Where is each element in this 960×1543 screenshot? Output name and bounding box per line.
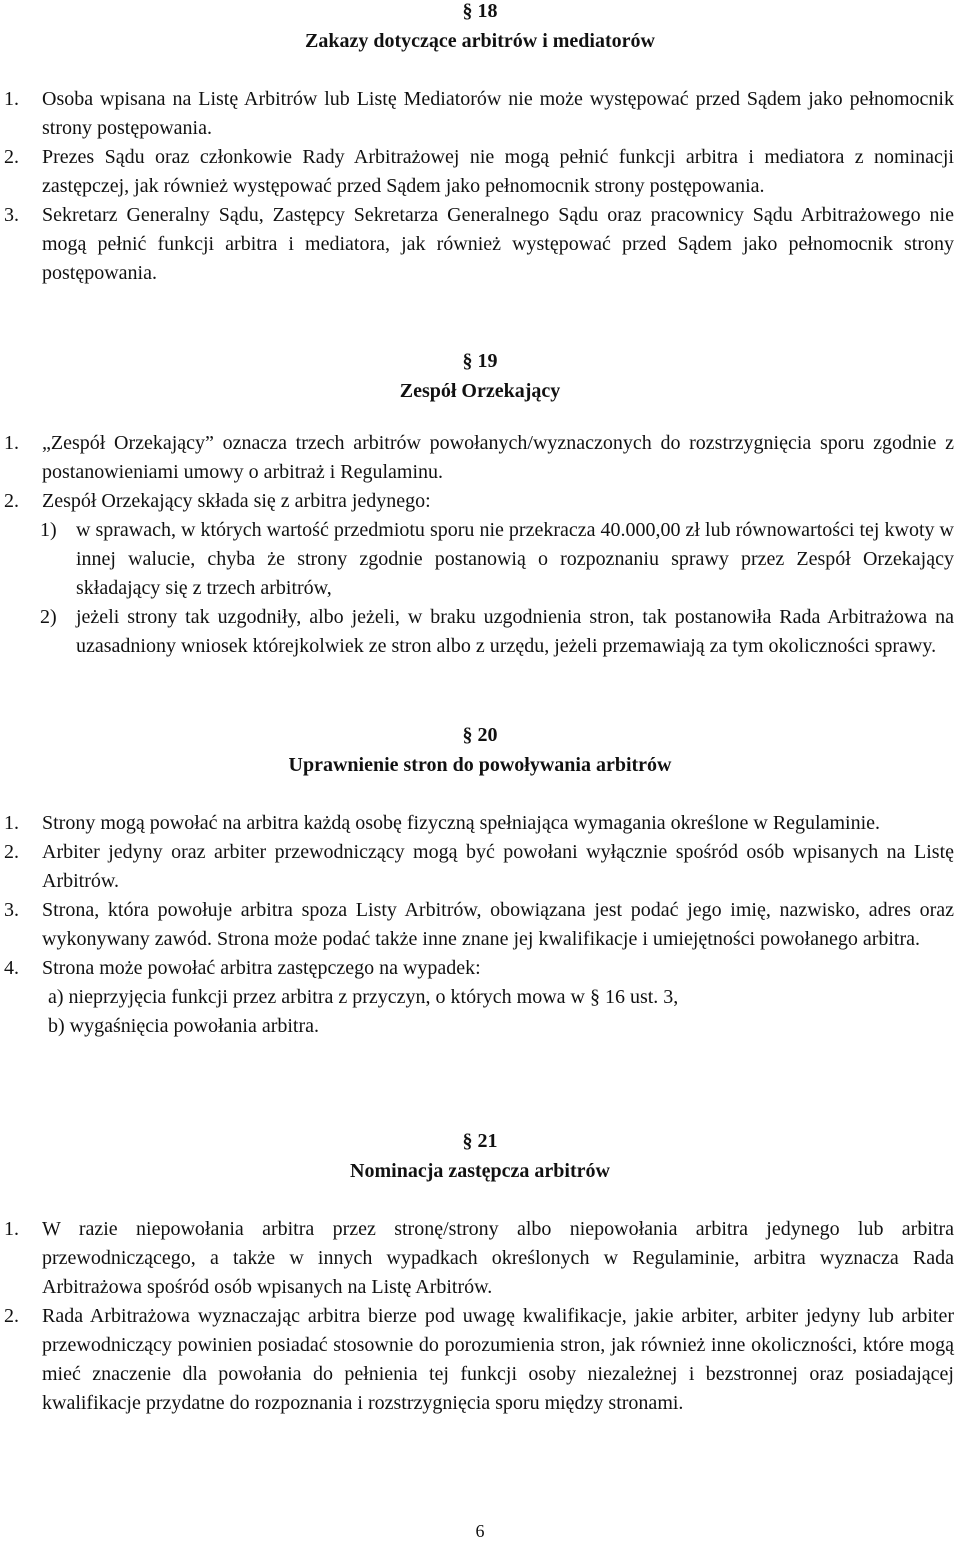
section-19-heading	[0, 347, 960, 406]
list-item: 3. Strona, która powołuje arbitra spoza Listy Arbitrów, obowiązana jest podać jego imię, nazwisko, adres oraz wykonywany zawód. Strona może podać także inne znane jej kwalifikacje i umiejętności powołanego arbitra.	[4, 899, 954, 950]
list-item: 2. Zespół Orzekający składa się z arbitra jedynego:	[4, 490, 431, 512]
list-item: 3. Sekretarz Generalny Sądu, Zastępcy Sekretarza Generalnego Sądu oraz pracownicy Sądu Arbitrażowego nie mogą pełnić funkcji arbitra i mediatora, jak również występować przed Sądem jako pełnomocnik strony postępowania.	[4, 204, 954, 284]
letter-item: a) nieprzyjęcia funkcji przez arbitra z przyczyn, o których mowa w § 16 ust. 3,	[48, 986, 679, 1008]
section-title: Zespół Orzekający	[399, 380, 561, 402]
list-item: 4. Strona może powołać arbitra zastępczego na wypadek:	[4, 957, 481, 979]
section-title: Zakazy dotyczące arbitrów i mediatorów	[305, 30, 655, 52]
section-number: § 20	[462, 724, 498, 746]
list-item: 2. Arbiter jedyny oraz arbiter przewodniczący mogą być powołani wyłącznie spośród osób wpisanych na Listę Arbitrów.	[4, 841, 954, 892]
section-title: Nominacja zastępcza arbitrów	[350, 1160, 610, 1182]
section-18-list	[4, 85, 954, 288]
list-item: 1. W razie niepowołania arbitra przez stronę/strony albo niepowołania arbitra jedynego lub arbitra przewodniczącego, a także w innych wypadkach określonych w Regulaminie, arbitra wyznacza Rada Arbitrażowa spośród osób wpisanych na Listę Arbitrów.	[4, 1218, 954, 1298]
section-number: § 21	[462, 1130, 498, 1152]
list-item: 1. Osoba wpisana na Listę Arbitrów lub Listę Mediatorów nie może występować przed Sądem jako pełnomocnik strony postępowania.	[4, 88, 954, 139]
list-item: 1. „Zespół Orzekający” oznacza trzech arbitrów powołanych/wyznaczonych do rozstrzygnięcia sporu zgodnie z postanowieniami umowy o arbitraż i Regulaminu.	[4, 432, 954, 483]
list-item: 2. Rada Arbitrażowa wyznaczając arbitra bierze pod uwagę kwalifikacje, jakie arbiter, arbiter jedyny lub arbiter przewodniczący powinien posiadać stosownie do porozumienia stron, jak również inne okoliczności, które mogą mieć znaczenie dla powołania do pełnienia tej funkcji osoby niezależnej i bezstronnej oraz posiadającej kwalifikacje przydatne do rozpoznania i rozstrzygnięcia sporu między stronami.	[4, 1305, 954, 1414]
page-number: 6	[475, 1521, 485, 1541]
section-19-list	[4, 429, 954, 661]
sub-list-item: 1) w sprawach, w których wartość przedmiotu sporu nie przekracza 40.000,00 zł lub równowartości tej kwoty w innej walucie, chyba że strony zgodnie postanowią o rozpoznaniu sprawy przez Zespół Orzekający składający się z trzech arbitrów,	[40, 519, 954, 599]
section-18-heading	[0, 0, 960, 56]
section-21-heading	[0, 1127, 960, 1186]
section-20-heading	[0, 721, 960, 780]
section-20-list	[4, 809, 954, 1041]
section-title: Uprawnienie stron do powoływania arbitrów	[288, 754, 672, 776]
section-number: § 18	[462, 0, 498, 22]
section-21-list	[4, 1215, 954, 1418]
list-item: 1. Strony mogą powołać na arbitra każdą osobę fizyczną spełniająca wymagania określone w Regulaminie.	[4, 812, 881, 834]
section-number: § 19	[462, 350, 498, 372]
letter-item: b) wygaśnięcia powołania arbitra.	[48, 1015, 320, 1037]
list-item: 2. Prezes Sądu oraz członkowie Rady Arbitrażowej nie mogą pełnić funkcji arbitra i mediatora z nominacji zastępczej, jak również występować przed Sądem jako pełnomocnik strony postępowania.	[4, 146, 954, 197]
sub-list-item: 2) jeżeli strony tak uzgodniły, albo jeżeli, w braku uzgodnienia stron, tak postanowiła Rada Arbitrażowa na uzasadniony wniosek którejkolwiek ze stron albo z urzędu, jeżeli przemawiają za tym okoliczności sprawy.	[40, 606, 954, 657]
